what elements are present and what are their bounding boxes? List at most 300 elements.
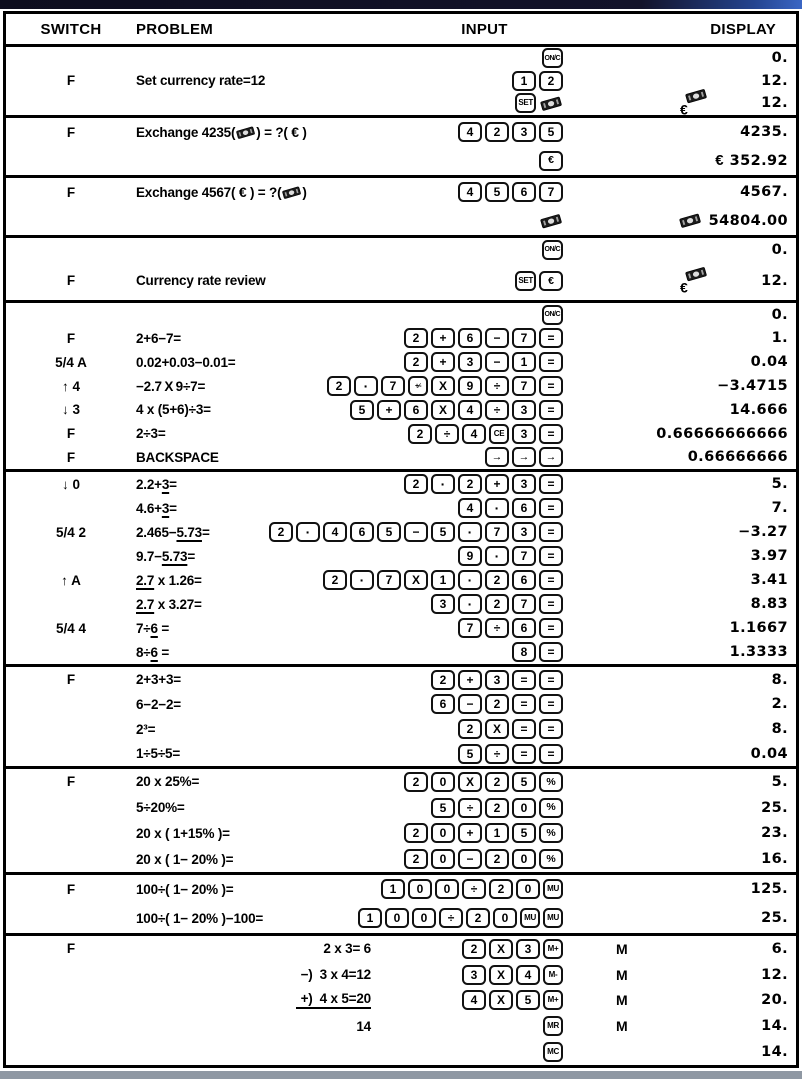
keycap-0: 0 bbox=[385, 908, 409, 928]
manual-table bbox=[3, 11, 799, 1068]
memory-indicator: M bbox=[616, 966, 628, 983]
switch-cell: 5/4 A bbox=[55, 354, 87, 370]
keycap-0: 0 bbox=[412, 908, 436, 928]
switch-cell: 5/4 4 bbox=[55, 620, 87, 636]
header-display: DISPLAY bbox=[710, 20, 776, 38]
display-value: 0.04 bbox=[750, 745, 788, 762]
display-value: 4567. bbox=[740, 184, 788, 201]
key-sequence bbox=[404, 474, 563, 494]
keycap-2: 2 bbox=[404, 352, 428, 372]
display-value: 6. bbox=[771, 940, 788, 957]
key-sequence bbox=[515, 271, 563, 291]
switch-cell: F bbox=[66, 774, 76, 790]
display-cell bbox=[568, 644, 796, 660]
keycap-BS: → bbox=[512, 447, 536, 467]
problem-cell: Currency rate review bbox=[136, 273, 266, 289]
table-section-9 bbox=[6, 933, 796, 1065]
input-cell bbox=[371, 303, 568, 327]
keycap-M-: M- bbox=[543, 965, 563, 985]
keycap-5: 5 bbox=[539, 122, 563, 142]
key-sequence bbox=[512, 71, 563, 91]
keycap-5: 5 bbox=[431, 798, 455, 818]
display-value: 7. bbox=[771, 500, 788, 517]
problem-cell: 5÷20%= bbox=[136, 800, 185, 816]
table-section-5 bbox=[6, 469, 796, 664]
display-cell bbox=[568, 95, 796, 118]
memory-problem-line: +) 4 x 5=20 bbox=[296, 991, 371, 1009]
display-cell bbox=[568, 774, 796, 790]
banknote-icon bbox=[281, 186, 302, 199]
keycap-CE: CE bbox=[489, 424, 509, 444]
problem-cell: 2.7 x 1.26= bbox=[136, 572, 202, 588]
keycap-M+: M+ bbox=[543, 990, 563, 1010]
table-row bbox=[6, 374, 796, 398]
keycap-=: = bbox=[539, 570, 563, 590]
input-cell bbox=[371, 47, 568, 70]
table-row bbox=[6, 667, 796, 692]
keycap-2: 2 bbox=[462, 939, 486, 959]
input-cell bbox=[371, 350, 568, 374]
table-row bbox=[6, 904, 796, 933]
keycap-−: − bbox=[404, 522, 428, 542]
memory-problem-line: −) 3 x 4=12 bbox=[300, 967, 371, 983]
display-value: 0.66666666 bbox=[687, 449, 788, 466]
key-sequence bbox=[542, 240, 564, 260]
keycap-1: 1 bbox=[512, 352, 536, 372]
table-section-0 bbox=[6, 47, 796, 118]
keycap-.: · bbox=[296, 522, 320, 542]
key-sequence bbox=[269, 522, 563, 542]
display-value: 5. bbox=[771, 773, 788, 790]
keycap-0: 0 bbox=[431, 849, 455, 869]
display-value: 14.666 bbox=[729, 401, 788, 418]
problem-cell: Exchange 4567( € ) = ?( ) bbox=[136, 184, 307, 201]
input-cell bbox=[371, 1039, 568, 1065]
problem-cell: 100÷( 1− 20% )= bbox=[136, 881, 234, 897]
keycap-1: 1 bbox=[485, 823, 509, 843]
input-cell bbox=[371, 640, 568, 664]
table-section-6 bbox=[6, 664, 796, 766]
keycap-5: 5 bbox=[485, 182, 509, 202]
table-row bbox=[6, 206, 796, 235]
keycap-4: 4 bbox=[458, 182, 482, 202]
keycap-=: = bbox=[539, 694, 563, 714]
keycap-0: 0 bbox=[435, 879, 459, 899]
keycap-7: 7 bbox=[458, 618, 482, 638]
keycap-+: + bbox=[377, 400, 401, 420]
keycap-3: 3 bbox=[512, 474, 536, 494]
input-cell bbox=[371, 692, 568, 717]
euro-icon: € bbox=[715, 152, 724, 170]
table-row bbox=[6, 846, 796, 872]
keycap-ON/C: ON/C bbox=[542, 240, 564, 260]
keycap-X: X bbox=[489, 990, 513, 1010]
display-cell bbox=[568, 851, 796, 867]
keycap-ON/C: ON/C bbox=[542, 305, 564, 325]
key-sequence bbox=[539, 213, 563, 228]
switch-cell: F bbox=[66, 184, 76, 200]
input-cell bbox=[366, 904, 568, 933]
display-cell bbox=[568, 941, 796, 957]
table-row bbox=[6, 640, 796, 664]
problem-cell: 0.02+0.03−0.01= bbox=[136, 354, 236, 370]
display-value: −3.27 bbox=[738, 524, 788, 541]
keycap-−: − bbox=[485, 352, 509, 372]
keycap-X: X bbox=[431, 376, 455, 396]
keycap-+: + bbox=[458, 670, 482, 690]
keycap-3: 3 bbox=[458, 352, 482, 372]
key-sequence bbox=[458, 618, 563, 638]
header-input: INPUT bbox=[461, 20, 508, 38]
keycap-4: 4 bbox=[458, 498, 482, 518]
keycap-6: 6 bbox=[512, 570, 536, 590]
banknote-icon bbox=[235, 126, 256, 139]
keycap-2: 2 bbox=[431, 670, 455, 690]
keycap-2: 2 bbox=[404, 823, 428, 843]
problem-cell bbox=[136, 1019, 371, 1034]
key-sequence bbox=[458, 744, 563, 764]
problem-cell: 20 x ( 1− 20% )= bbox=[136, 851, 234, 867]
keycap-7: 7 bbox=[512, 328, 536, 348]
display-value: 23. bbox=[761, 825, 788, 842]
keycap-2: 2 bbox=[485, 772, 509, 792]
keycap-2: 2 bbox=[323, 570, 347, 590]
keycap-3: 3 bbox=[512, 522, 536, 542]
keycap-2: 2 bbox=[485, 849, 509, 869]
table-section-2 bbox=[6, 175, 796, 235]
display-cell bbox=[568, 402, 796, 418]
keycap-=: = bbox=[539, 376, 563, 396]
display-cell bbox=[568, 50, 796, 66]
keycap-=: = bbox=[512, 694, 536, 714]
display-value: −3.4715 bbox=[717, 378, 788, 395]
keycap-3: 3 bbox=[512, 400, 536, 420]
display-value: 0.04 bbox=[750, 354, 788, 371]
problem-cell: Set currency rate=12 bbox=[136, 73, 266, 89]
table-row bbox=[6, 692, 796, 717]
display-cell bbox=[568, 73, 796, 89]
memory-problem-line: 2 x 3= 6 bbox=[323, 941, 371, 957]
table-row bbox=[6, 146, 796, 175]
table-header-row bbox=[6, 14, 796, 47]
keycap-−: − bbox=[485, 328, 509, 348]
keycap-=: = bbox=[539, 618, 563, 638]
keycap-÷: ÷ bbox=[485, 618, 509, 638]
banknote-icon bbox=[539, 213, 563, 228]
keycap-2: 2 bbox=[485, 594, 509, 614]
key-sequence bbox=[462, 965, 563, 985]
keycap-+/-: +∕- bbox=[408, 376, 428, 396]
keycap-=: = bbox=[539, 594, 563, 614]
table-row bbox=[6, 820, 796, 846]
keycap-3: 3 bbox=[516, 939, 540, 959]
switch-cell: F bbox=[66, 273, 76, 289]
keycap-7: 7 bbox=[377, 570, 401, 590]
display-value: 12. bbox=[761, 272, 788, 289]
keycap-÷: ÷ bbox=[485, 400, 509, 420]
switch-cell: 5/4 2 bbox=[55, 524, 87, 540]
keycap-=: = bbox=[539, 400, 563, 420]
display-cell bbox=[568, 672, 796, 688]
display-cell bbox=[568, 1018, 796, 1034]
display-value: 0. bbox=[771, 241, 788, 258]
problem-cell: 20 x ( 1+15% )= bbox=[136, 825, 230, 841]
keycap-5: 5 bbox=[350, 400, 374, 420]
key-sequence bbox=[431, 594, 563, 614]
keycap-=: = bbox=[539, 719, 563, 739]
table-row bbox=[6, 496, 796, 520]
input-cell bbox=[371, 795, 568, 821]
keycap-MU: MU bbox=[543, 879, 563, 899]
keycap-0: 0 bbox=[431, 772, 455, 792]
keycap-7: 7 bbox=[381, 376, 405, 396]
table-row bbox=[6, 262, 796, 300]
problem-cell: 2.7 x 3.27= bbox=[136, 596, 202, 612]
keycap-%: % bbox=[539, 823, 563, 843]
table-row bbox=[6, 962, 796, 988]
switch-cell: F bbox=[66, 73, 76, 89]
keycap-2: 2 bbox=[269, 522, 293, 542]
keycap-M+: M+ bbox=[543, 939, 563, 959]
table-row bbox=[6, 592, 796, 616]
problem-cell bbox=[136, 991, 371, 1009]
keycap-÷: ÷ bbox=[439, 908, 463, 928]
keycap-MC: MC bbox=[543, 1042, 563, 1062]
display-cell bbox=[568, 378, 796, 394]
problem-cell: 2+6−7= bbox=[136, 330, 181, 346]
table-row bbox=[6, 70, 796, 93]
keycap-7: 7 bbox=[512, 594, 536, 614]
display-cell bbox=[568, 967, 796, 983]
input-cell bbox=[371, 206, 568, 235]
problem-cell: 2³= bbox=[136, 721, 156, 737]
table-body bbox=[6, 47, 796, 1065]
key-sequence bbox=[404, 849, 563, 869]
display-cell bbox=[568, 721, 796, 737]
table-row bbox=[6, 238, 796, 262]
switch-cell: F bbox=[66, 881, 76, 897]
keycap-−: − bbox=[458, 694, 482, 714]
euro-icon: € bbox=[680, 279, 688, 296]
keycap-÷: ÷ bbox=[462, 879, 486, 899]
keycap-4: 4 bbox=[516, 965, 540, 985]
keycap-3: 3 bbox=[512, 122, 536, 142]
keycap-6: 6 bbox=[512, 618, 536, 638]
table-row bbox=[6, 1013, 796, 1039]
key-sequence bbox=[515, 93, 563, 113]
keycap-÷: ÷ bbox=[458, 798, 482, 818]
input-cell bbox=[371, 717, 568, 742]
table-row bbox=[6, 446, 796, 470]
key-sequence bbox=[462, 939, 563, 959]
keycap-4: 4 bbox=[323, 522, 347, 542]
keycap-X: X bbox=[489, 965, 513, 985]
display-cell bbox=[568, 330, 796, 346]
table-row bbox=[6, 936, 796, 962]
keycap-=: = bbox=[539, 328, 563, 348]
keycap-+: + bbox=[485, 474, 509, 494]
display-value: 25. bbox=[761, 910, 788, 927]
keycap-=: = bbox=[539, 670, 563, 690]
keycap-3: 3 bbox=[485, 670, 509, 690]
display-cell bbox=[568, 500, 796, 516]
display-value: 1.1667 bbox=[729, 620, 788, 637]
input-cell bbox=[371, 820, 568, 846]
keycap-.: · bbox=[354, 376, 378, 396]
table-row bbox=[6, 118, 796, 147]
keycap-7: 7 bbox=[512, 546, 536, 566]
key-sequence bbox=[431, 694, 563, 714]
problem-cell: 2+3+3= bbox=[136, 672, 181, 688]
problem-cell: 2.2+ 3 = bbox=[136, 476, 177, 492]
input-cell bbox=[371, 987, 568, 1013]
input-cell bbox=[371, 70, 568, 93]
problem-cell: −2.7 X 9÷7= bbox=[136, 378, 206, 394]
keycap-BS: → bbox=[485, 447, 509, 467]
key-sequence bbox=[458, 122, 563, 142]
keycap-.: · bbox=[350, 570, 374, 590]
input-cell bbox=[371, 936, 568, 962]
table-section-4 bbox=[6, 300, 796, 470]
table-row bbox=[6, 568, 796, 592]
keycap-=: = bbox=[539, 546, 563, 566]
key-sequence bbox=[323, 570, 563, 590]
display-value: 125. bbox=[750, 881, 788, 898]
key-sequence bbox=[458, 719, 563, 739]
keycap-2: 2 bbox=[485, 122, 509, 142]
problem-cell bbox=[136, 941, 371, 956]
keycap-%: % bbox=[539, 798, 563, 818]
input-cell bbox=[371, 446, 568, 470]
keycap-EURKEY: € bbox=[539, 271, 563, 291]
keycap-+: + bbox=[458, 823, 482, 843]
input-cell bbox=[371, 592, 568, 616]
keycap-1: 1 bbox=[431, 570, 455, 590]
input-cell bbox=[371, 422, 568, 446]
display-value: 8.83 bbox=[750, 596, 788, 613]
keycap-=: = bbox=[539, 424, 563, 444]
switch-cell: ↑ 4 bbox=[61, 378, 80, 394]
key-sequence bbox=[358, 908, 563, 928]
problem-cell: 20 x 25%= bbox=[136, 774, 200, 790]
keycap-3: 3 bbox=[462, 965, 486, 985]
switch-cell: F bbox=[66, 124, 76, 140]
input-cell bbox=[371, 962, 568, 988]
keycap-4: 4 bbox=[458, 400, 482, 420]
input-cell bbox=[371, 496, 568, 520]
keycap-8: 8 bbox=[512, 642, 536, 662]
table-row bbox=[6, 717, 796, 742]
keycap-9: 9 bbox=[458, 376, 482, 396]
keycap-.: · bbox=[458, 522, 482, 542]
switch-cell: ↑ A bbox=[61, 572, 81, 588]
problem-cell: 100÷( 1− 20% )−100= bbox=[136, 910, 264, 926]
display-value: 352.92 bbox=[729, 152, 788, 169]
switch-cell: F bbox=[66, 426, 76, 442]
keycap-X: X bbox=[489, 939, 513, 959]
table-row bbox=[6, 303, 796, 327]
key-sequence bbox=[381, 879, 563, 899]
display-cell bbox=[568, 1044, 796, 1060]
keycap-6: 6 bbox=[404, 400, 428, 420]
table-row bbox=[6, 422, 796, 446]
keycap-2: 2 bbox=[404, 328, 428, 348]
keycap-=: = bbox=[539, 744, 563, 764]
input-cell bbox=[371, 146, 568, 175]
problem-cell: Exchange 4235( ) = ?( € ) bbox=[136, 124, 307, 141]
input-cell bbox=[371, 667, 568, 692]
display-cell bbox=[568, 910, 796, 926]
keycap-BS: → bbox=[539, 447, 563, 467]
switch-cell: ↓ 3 bbox=[61, 402, 80, 418]
table-row bbox=[6, 398, 796, 422]
keycap-X: X bbox=[404, 570, 428, 590]
keycap-2: 2 bbox=[458, 719, 482, 739]
keycap-%: % bbox=[539, 849, 563, 869]
keycap-.: · bbox=[485, 498, 509, 518]
banknote-icon bbox=[678, 213, 702, 228]
problem-cell: 9.7− 5.73 = bbox=[136, 548, 196, 564]
display-value: 54804.00 bbox=[708, 212, 788, 229]
key-sequence bbox=[327, 376, 563, 396]
keycap-2: 2 bbox=[466, 908, 490, 928]
switch-cell: F bbox=[66, 330, 76, 346]
switch-cell: F bbox=[66, 672, 76, 688]
display-cell bbox=[568, 272, 796, 296]
display-cell bbox=[568, 992, 796, 1008]
keycap-9: 9 bbox=[458, 546, 482, 566]
keycap-5: 5 bbox=[431, 522, 455, 542]
header-switch: SWITCH bbox=[40, 20, 102, 38]
table-row bbox=[6, 472, 796, 496]
display-cell bbox=[568, 124, 796, 140]
display-cell bbox=[568, 596, 796, 612]
display-value: 3.41 bbox=[750, 572, 788, 589]
keycap-=: = bbox=[539, 498, 563, 518]
keycap-=: = bbox=[539, 642, 563, 662]
keycap-1: 1 bbox=[381, 879, 405, 899]
display-cell bbox=[568, 426, 796, 442]
keycap-3: 3 bbox=[512, 424, 536, 444]
euro-icon: € bbox=[291, 124, 299, 141]
input-cell bbox=[371, 238, 568, 262]
display-value: 25. bbox=[761, 799, 788, 816]
keycap-.: · bbox=[431, 474, 455, 494]
memory-problem-line: 14 bbox=[356, 1018, 371, 1034]
table-row bbox=[6, 178, 796, 207]
key-sequence bbox=[485, 447, 563, 467]
keycap-SET: SET bbox=[515, 93, 536, 113]
keycap-2: 2 bbox=[539, 71, 563, 91]
keycap-6: 6 bbox=[512, 182, 536, 202]
keycap-6: 6 bbox=[431, 694, 455, 714]
keycap-0: 0 bbox=[516, 879, 540, 899]
keycap-2: 2 bbox=[458, 474, 482, 494]
table-section-8 bbox=[6, 872, 796, 933]
keycap-7: 7 bbox=[485, 522, 509, 542]
display-cell bbox=[568, 800, 796, 816]
key-sequence bbox=[404, 823, 563, 843]
display-cell bbox=[568, 746, 796, 762]
table-row bbox=[6, 544, 796, 568]
display-value: 8. bbox=[771, 721, 788, 738]
keycap-4: 4 bbox=[462, 990, 486, 1010]
keycap-5: 5 bbox=[458, 744, 482, 764]
input-cell bbox=[371, 118, 568, 147]
problem-cell: 6−2−2= bbox=[136, 696, 181, 712]
display-cell bbox=[568, 696, 796, 712]
table-row bbox=[6, 616, 796, 640]
